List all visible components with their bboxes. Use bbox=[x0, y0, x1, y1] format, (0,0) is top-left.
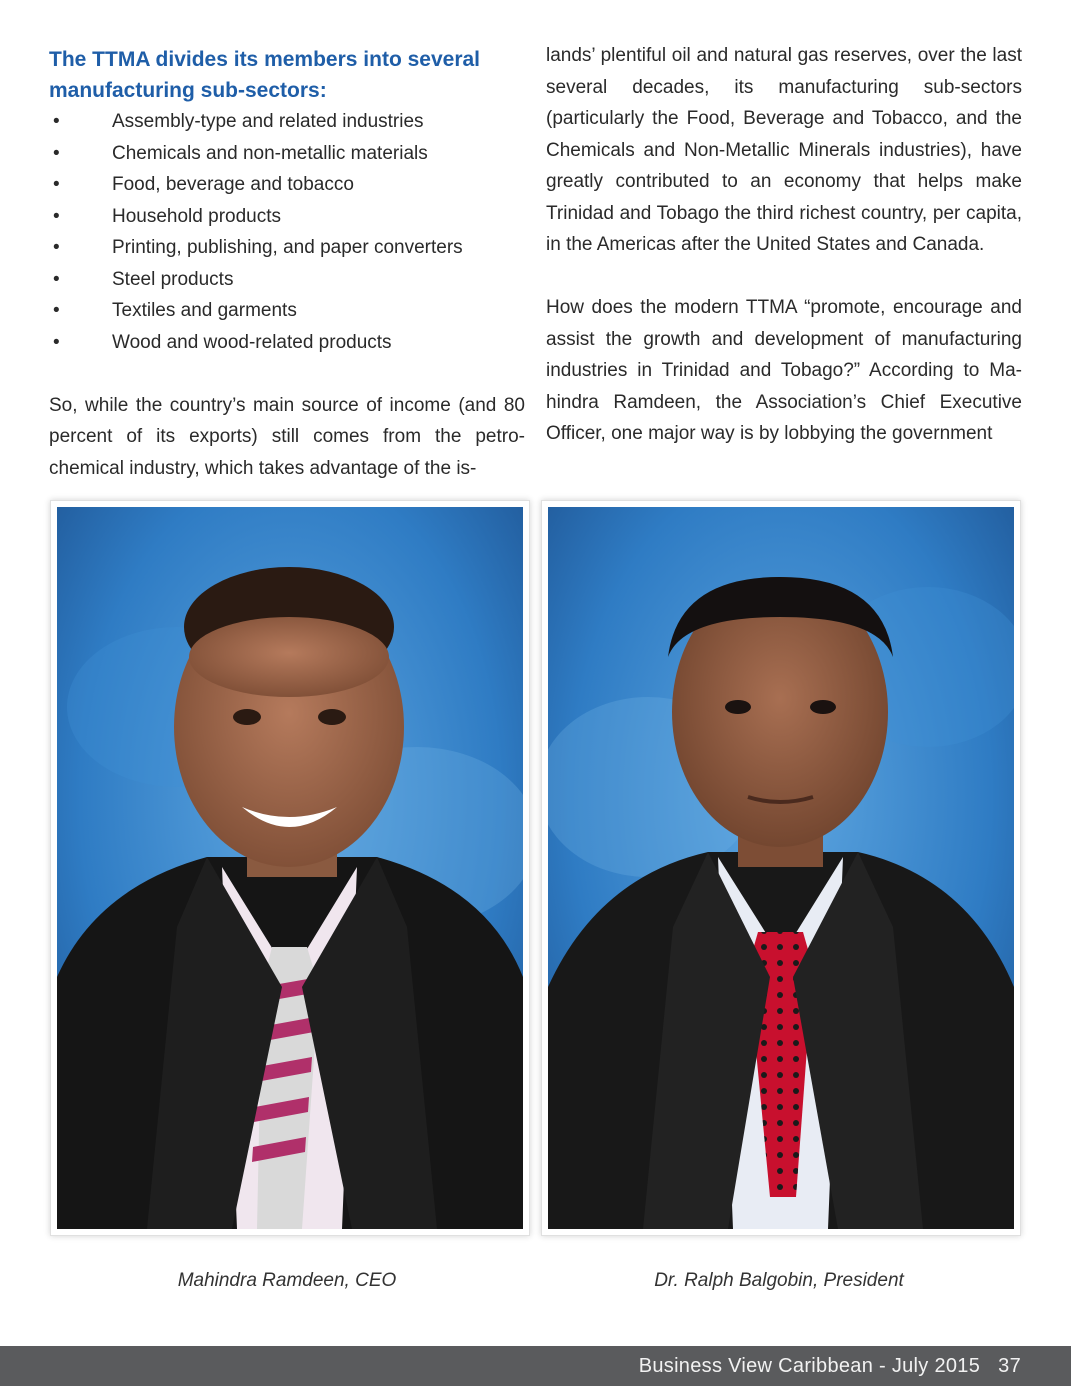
list-item: • Assembly-type and related industries bbox=[49, 106, 525, 138]
list-item: • Textiles and garments bbox=[49, 295, 525, 327]
body-paragraph: So, while the country’s main source of income (and 80 percent of its exports) still comes from the petro-chemical industry, which takes advantage of the is- bbox=[49, 394, 525, 479]
portrait-photo-president bbox=[548, 507, 1014, 1229]
bullet-icon: • bbox=[53, 300, 60, 321]
list-item: • Household products bbox=[49, 201, 525, 233]
list-item: • Chemicals and non-metallic materials bbox=[49, 138, 525, 170]
bullet-icon: • bbox=[53, 331, 60, 353]
left-column bbox=[49, 40, 525, 484]
photo-frame-ceo bbox=[50, 500, 530, 1236]
body-paragraph: How does the modern TTMA “promote, encourage and assist the growth and development of manufacturing industries in Trinidad and Tobago?” According to Ma-hindra Ramdeen, the Association’s Chief Executive Officer, one major way is by lobbying the government bbox=[546, 297, 1022, 444]
section-heading: The TTMA divides its members into several manufacturing sub-sectors: bbox=[49, 48, 481, 102]
photo-caption-president: Dr. Ralph Balgobin, President bbox=[654, 1270, 904, 1291]
list-item: • Wood and wood-related products bbox=[49, 327, 525, 359]
list-item: • Steel products bbox=[49, 264, 525, 296]
bullet-icon: • bbox=[53, 268, 60, 290]
list-item: • Printing, publishing, and paper converters bbox=[49, 232, 525, 264]
right-column bbox=[546, 40, 1022, 450]
page-footer bbox=[0, 1346, 1071, 1386]
sub-sector-list bbox=[49, 106, 525, 358]
footer-text bbox=[639, 1355, 1021, 1378]
photo-caption-ceo: Mahindra Ramdeen, CEO bbox=[177, 1270, 397, 1291]
page-number: 37 bbox=[998, 1355, 1021, 1377]
bullet-icon: • bbox=[53, 111, 60, 132]
body-paragraph: lands’ plentiful oil and natural gas reserves, over the last several decades, its manufacturing sub-sectors (particularly the Food, Beverage and Tobacco, and the Chemicals and Non-Metallic Minerals industries), have greatly contributed to an economy that helps make Trinidad and Tobago the third richest country, per capita, in the Americas after the United States and Canada. bbox=[546, 45, 1022, 255]
bullet-icon: • bbox=[53, 237, 60, 258]
photo-frame-president bbox=[541, 500, 1021, 1236]
publication-name: Business View Caribbean - July 2015 bbox=[638, 1355, 981, 1377]
portrait-photo-ceo bbox=[57, 507, 523, 1229]
bullet-icon: • bbox=[53, 205, 60, 227]
list-item: • Food, beverage and tobacco bbox=[49, 169, 525, 201]
bullet-icon: • bbox=[53, 174, 60, 195]
bullet-icon: • bbox=[53, 142, 60, 164]
